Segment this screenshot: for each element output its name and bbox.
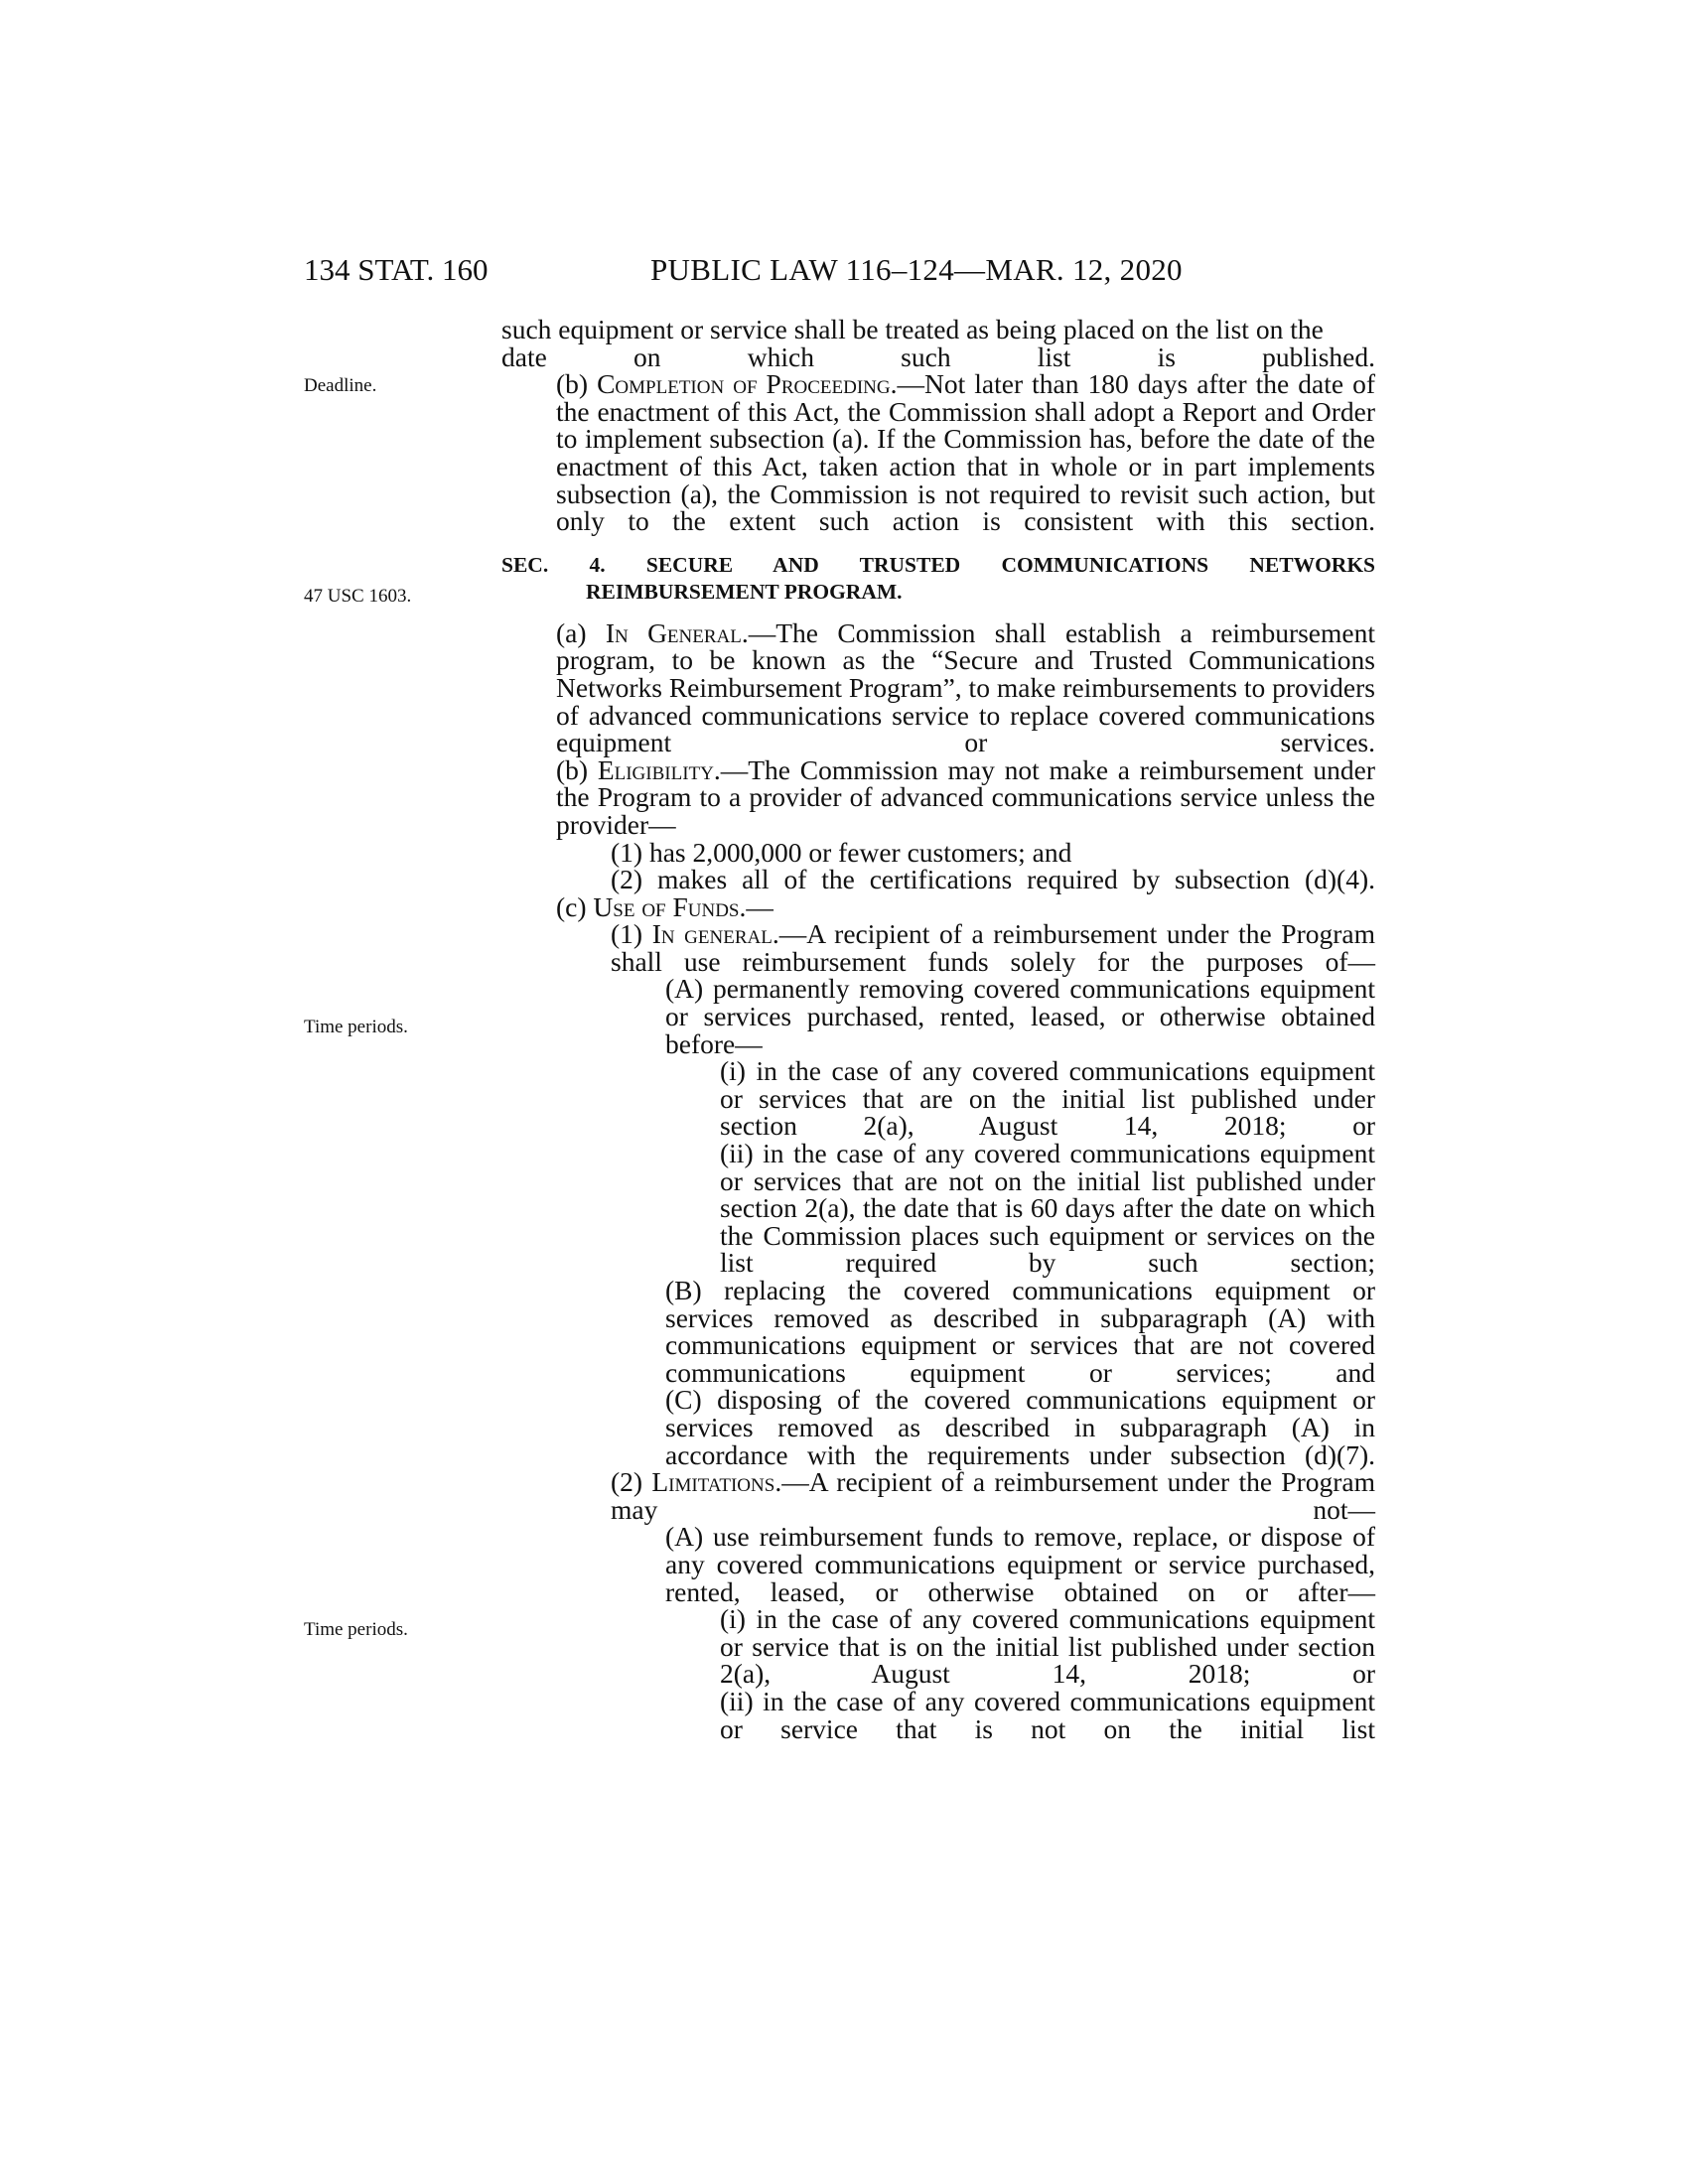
subsection-text: .— <box>739 890 774 922</box>
subparagraph-item: (C) disposing of the covered communications equipment or services removed as described in subparagraph (A) in accordance with the requirements under subsection (d)(7). <box>665 1384 1375 1470</box>
paragraph-heading: In general <box>651 918 773 950</box>
section-heading <box>501 552 1375 606</box>
margin-note-time-periods: Time periods. <box>304 1017 408 1037</box>
margin-note-usc: 47 USC 1603. <box>304 586 412 607</box>
paragraph-c2 <box>501 1468 1375 1523</box>
margin-note-deadline: Deadline. <box>304 375 377 396</box>
subsection-label: (b) <box>556 753 598 785</box>
margin-note-time-periods: Time periods. <box>304 1619 408 1640</box>
subsection-text: .—The Commission may not make a reimbursement under the Program to a provider of advanced communications service unless the provider— <box>556 753 1375 840</box>
page-running-head: PUBLIC LAW 116–124—MAR. 12, 2020 <box>650 252 1183 287</box>
subsection-label: (c) <box>556 890 594 922</box>
paragraph-heading: Limitations <box>651 1466 775 1498</box>
subsection-b-completion <box>501 370 1375 535</box>
subsection-b-eligibility <box>501 753 1375 840</box>
paragraph-text: .—A recipient of a reimbursement under the Program may not— <box>611 1466 1375 1525</box>
subsection-heading: In General <box>605 616 742 648</box>
paragraph-label: (1) <box>611 918 652 950</box>
clause-item: (i) in the case of any covered communications equipment or services that are on the initial list published under section 2(a), August 14, 2018; or <box>720 1055 1375 1142</box>
subsection-heading: Eligibility <box>597 753 714 785</box>
document-body <box>501 316 1375 1742</box>
subparagraph-item: (B) replacing the covered communications equipment or services removed as described in subparagraph (A) with communications equipment or services that are not covered communications equipment or services; and <box>665 1275 1375 1388</box>
subsection-text: .—The Commission shall establish a reimbursement program, to be known as the “Secure and Trusted Communications Networks Reimbursement Program”, to make reimbursements to providers of advanced communications service to replace covered communications equipment or services. <box>556 616 1376 758</box>
paragraph-c1 <box>501 920 1375 975</box>
section-heading-line: REIMBURSEMENT PROGRAM. <box>586 579 903 604</box>
subparagraph-item: (A) use reimbursement funds to remove, replace, or dispose of any covered communications equipment or service purchased, rented, leased, or otherwise obtained on or after— <box>665 1521 1375 1607</box>
subsection-label: (a) <box>556 616 606 648</box>
subsection-a-general <box>501 616 1376 758</box>
section-heading-line: SEC. 4. SECURE AND TRUSTED COMMUNICATIONS NETWORKS <box>501 552 1375 577</box>
clause-item: (ii) in the case of any covered communications equipment or service that is not on the initial list <box>720 1685 1375 1744</box>
subsection-text: .—Not later than 180 days after the date of the enactment of this Act, the Commission shall adopt a Report and Order to implement subsection (a). If the Commission has, before the date of the enactment of this Act, taken action that in whole or in part implements subsection (a), the Commission is not required to revisit such action, but only to the extent such action is consistent with this section. <box>556 368 1375 537</box>
clause-item: (i) in the case of any covered communications equipment or service that is on the initial list published under section 2(a), August 14, 2018; or <box>720 1603 1375 1690</box>
paragraph-item: (2) makes all of the certifications required by subsection (d)(4). <box>611 864 1375 895</box>
clause-item: (ii) in the case of any covered communications equipment or services that are not on the initial list published under section 2(a), the date that is 60 days after the date on which the Commission places such equipment or services on the list required by such section; <box>720 1138 1375 1279</box>
paragraph: such equipment or service shall be treated as being placed on the list on the date on which such list is published. <box>501 314 1375 372</box>
paragraph-item: (1) has 2,000,000 or fewer customers; and <box>611 836 1072 868</box>
page-stat-citation: 134 STAT. 160 <box>304 252 489 287</box>
paragraph-label: (2) <box>611 1466 652 1498</box>
subsection-heading: Completion of Proceeding <box>597 368 891 400</box>
subsection-heading: Use of Funds <box>593 890 740 922</box>
subsection-label: (b) <box>556 368 598 400</box>
subparagraph-item: (A) permanently removing covered communications equipment or services purchased, rented, leased, or otherwise obtained before— <box>665 973 1375 1059</box>
paragraph-text: .—A recipient of a reimbursement under the Program shall use reimbursement funds solely for the purposes of— <box>611 918 1375 977</box>
subsection-c-use-of-funds <box>501 890 1375 922</box>
